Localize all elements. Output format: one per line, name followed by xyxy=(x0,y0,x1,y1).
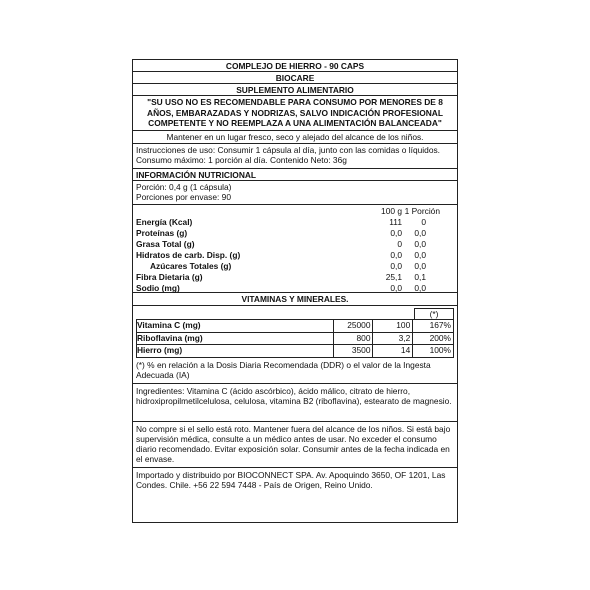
usage-block xyxy=(133,144,457,169)
usage-max: Consumo máximo: 1 porción al día. Contenido Neto: 36g xyxy=(136,155,347,166)
nutrient-per-portion: 0,0 xyxy=(414,228,426,238)
nutrition-label xyxy=(132,59,458,523)
precautions: No compre si el sello está roto. Mantener fuera del alcance de los niños. Si está bajo supervisión médica, consulte a un médico antes de usar. No exceder el consumo diario recomendado. Evitar exposición solar. Consumir antes de la fecha indicada en el envase. xyxy=(133,422,457,468)
nutrient-per-100g: 0 xyxy=(397,239,402,249)
nutrition-row xyxy=(133,217,457,228)
vitamin-name: Vitamina C (mg) xyxy=(137,320,334,332)
vitamins-table xyxy=(136,319,454,358)
pct-footnote-mark: (*) xyxy=(414,308,454,319)
nutrient-name: Energía (Kcal) xyxy=(136,217,193,227)
servings-per-container: Porciones por envase: 90 xyxy=(136,192,231,203)
nutrient-name: Grasa Total (g) xyxy=(136,239,195,249)
vitamin-pct: 100% xyxy=(429,345,451,355)
nutrition-row xyxy=(133,272,457,283)
vitamin-row xyxy=(137,345,453,357)
nutrition-row xyxy=(133,239,457,250)
storage-text: Mantener en un lugar fresco, seco y alejado del alcance de los niños. xyxy=(133,131,457,144)
nutrient-per-100g: 0,0 xyxy=(390,261,402,271)
nutrient-name: Azúcares Totales (g) xyxy=(150,261,232,271)
vitamin-per-portion: 100 xyxy=(373,320,413,332)
ddr-note: (*) % en relación a la Dosis Diaria Recomendada (DDR) o el valor de la Ingesta Adecuada (IA) xyxy=(136,359,431,380)
nutrient-per-100g: 111 xyxy=(389,217,402,227)
vitamin-pct: 200% xyxy=(429,332,451,343)
portion-size: Porción: 0,4 g (1 cápsula) xyxy=(136,182,232,192)
nutrition-header-row xyxy=(133,206,457,217)
nutrient-per-100g: 0,0 xyxy=(390,228,402,238)
col-portion-header: 1 Porción xyxy=(404,206,440,216)
nutrient-per-100g: 25,1 xyxy=(385,272,402,282)
nutrient-name: Fibra Dietaria (g) xyxy=(136,272,203,282)
col-100g-header: 100 g xyxy=(381,206,402,216)
ingredients: Ingredientes: Vitamina C (ácido ascórbico), ácido málico, citrato de hierro, hidroxipropilmetilcelulosa, celulosa, vitamina B2 (riboflavina), estearato de magnesio. xyxy=(133,384,457,422)
vitamin-per-100g: 800 xyxy=(334,333,374,345)
vitamin-pct: 167% xyxy=(429,320,451,330)
vitamin-name: Hierro (mg) xyxy=(137,345,334,357)
vitamin-per-100g: 3500 xyxy=(334,345,374,357)
nutrition-row xyxy=(133,228,457,239)
vitamin-name: Riboflavina (mg) xyxy=(137,333,334,345)
nutrient-name: Hidratos de carb. Disp. (g) xyxy=(136,250,241,260)
usage-instructions: Instrucciones de uso: Consumir 1 cápsula al día, junto con las comidas o líquidos. xyxy=(136,145,440,155)
product-name: COMPLEJO DE HIERRO - 90 CAPS xyxy=(133,60,457,72)
nutrient-per-100g: 0,0 xyxy=(390,250,402,260)
nutrient-name: Sodio (mg) xyxy=(136,283,180,293)
nutrient-per-portion: 0,0 xyxy=(414,239,426,249)
nutrient-per-portion: 0,0 xyxy=(414,283,426,293)
portion-block xyxy=(133,181,457,205)
warning-text: "SU USO NO ES RECOMENDABLE PARA CONSUMO POR MENORES DE 8 AÑOS, EMBARAZADAS Y NODRIZAS, SALVO INDICACIÓN PROFESIONAL COMPETENTE Y NO REEMPLAZA A UNA ALIMENTACIÓN BALANCEADA" xyxy=(133,96,457,131)
nutrition-row xyxy=(133,261,457,272)
nutrient-per-portion: 0,0 xyxy=(414,250,426,260)
nutrition-table xyxy=(133,205,457,293)
importer-info: Importado y distribuido por BIOCONNECT SPA. Av. Apoquindo 3650, OF 1201, Las Condes. Chile. +56 22 594 7448 - País de Origen, Reino Unido. xyxy=(136,470,446,491)
nutrition-title: INFORMACIÓN NUTRICIONAL xyxy=(133,169,457,181)
vitamin-per-100g: 25000 xyxy=(334,320,374,332)
nutrient-name: Proteínas (g) xyxy=(136,228,188,238)
nutrient-per-portion: 0,1 xyxy=(414,272,426,282)
vitamins-title: VITAMINAS Y MINERALES. xyxy=(133,293,457,306)
product-category: SUPLEMENTO ALIMENTARIO xyxy=(133,84,457,96)
brand-name: BIOCARE xyxy=(133,72,457,84)
vitamin-row xyxy=(137,333,453,346)
vitamins-block xyxy=(133,308,457,384)
vitamin-per-portion: 14 xyxy=(373,345,413,357)
nutrient-per-100g: 0,0 xyxy=(390,283,402,293)
nutrient-per-portion: 0 xyxy=(421,217,426,227)
vitamin-row xyxy=(137,320,453,333)
nutrition-row xyxy=(133,250,457,261)
nutrient-per-portion: 0,0 xyxy=(414,261,426,271)
vitamin-per-portion: 3,2 xyxy=(373,333,413,345)
